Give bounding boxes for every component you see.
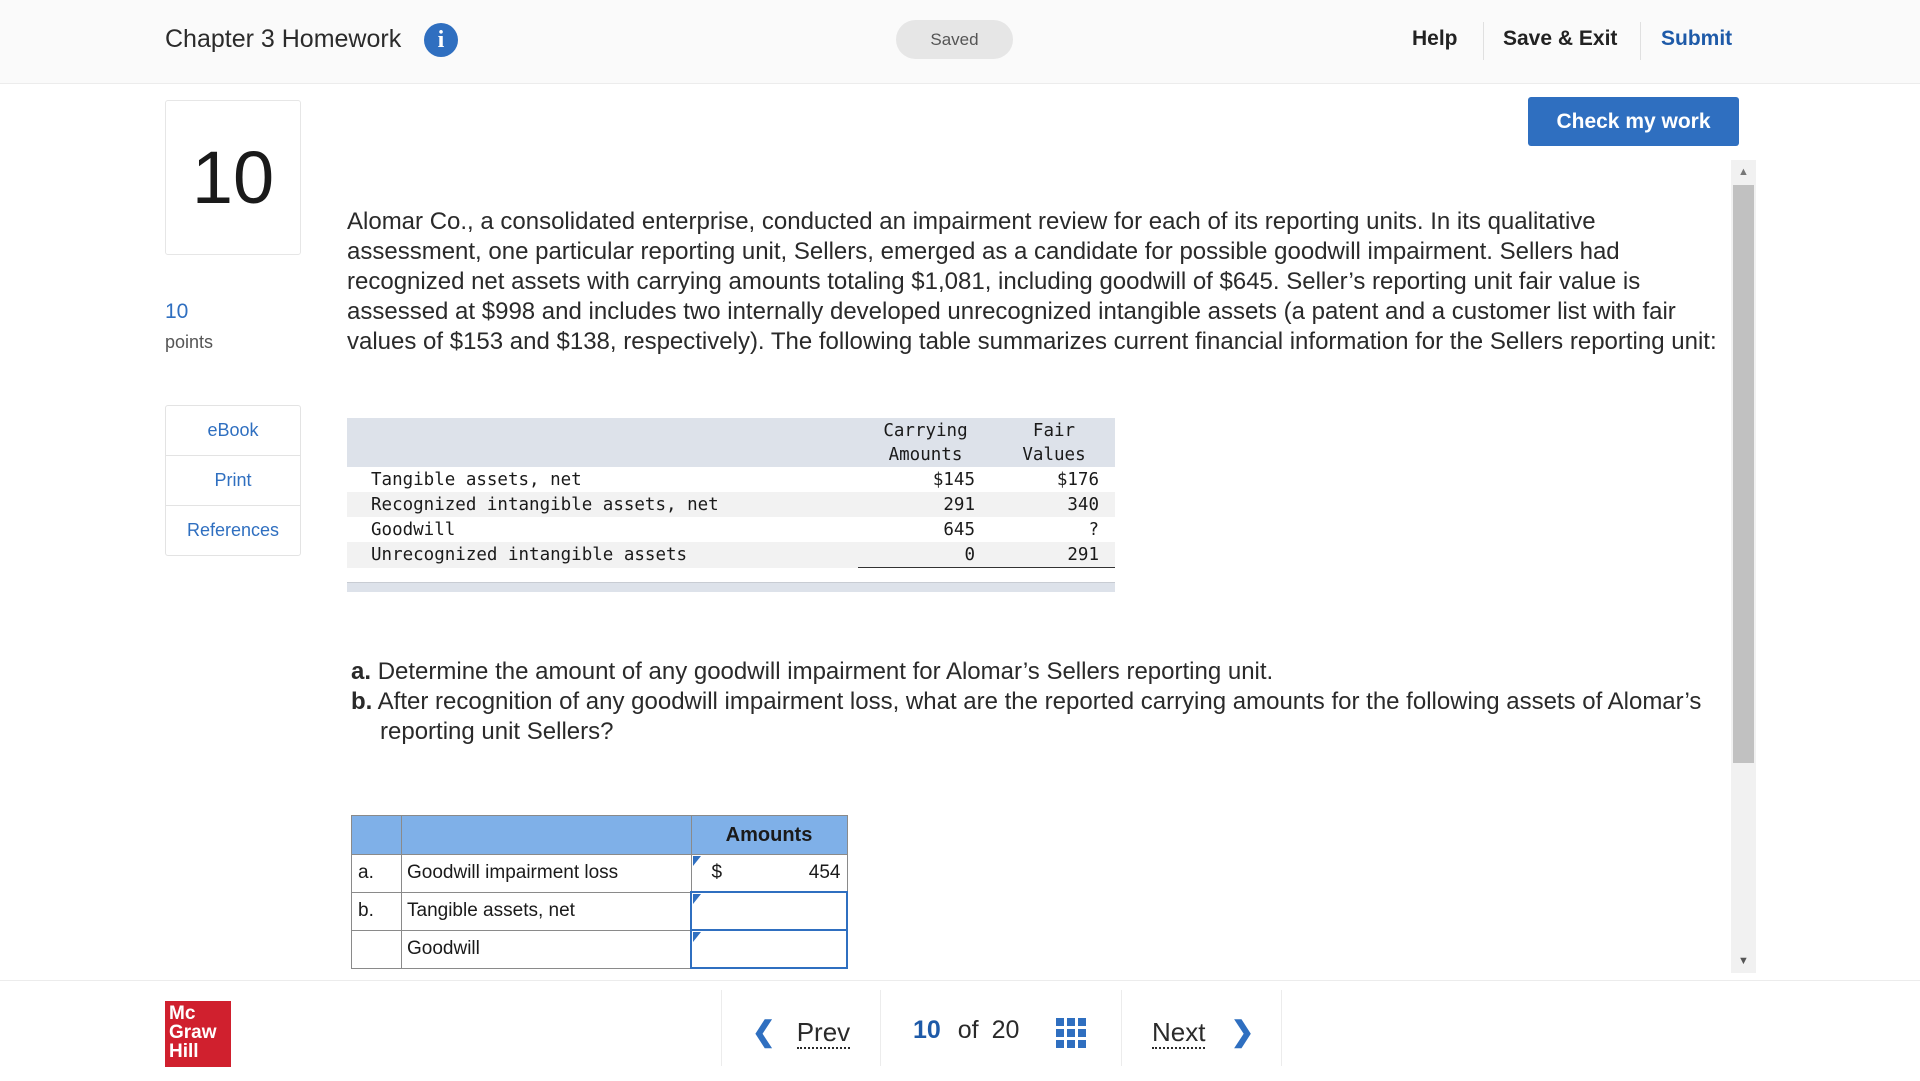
flag-icon <box>693 932 701 942</box>
print-link[interactable]: Print <box>166 456 300 506</box>
chevron-left-icon: ❮ <box>752 1016 776 1047</box>
top-header <box>0 0 1920 84</box>
fair-values-header: Fair Values <box>993 418 1115 467</box>
scrollbar-thumb[interactable] <box>1733 185 1754 763</box>
save-exit-link[interactable]: Save & Exit <box>1503 27 1618 50</box>
divider <box>880 990 881 1066</box>
answer-row: a. Goodwill impairment loss $ 454 <box>352 855 848 893</box>
divider <box>1483 22 1484 60</box>
question-text: Alomar Co., a consolidated enterprise, conducted an impairment review for each of its reporting units. In its qualitative assessment, one particular reporting unit, Sellers, emerged as a candidate for possible goodwill impairment. Sellers had recognized net assets with carrying amounts totaling $1,081, including goodwill of $645. Seller’s reporting unit fair value is assessed at $998 and includes two internally developed unrecognized intangible assets (a patent and a customer list with fair values of $153 and $138, respectively). The following table summarizes current financial information for the Sellers reporting unit: <box>347 208 1717 355</box>
answer-table <box>351 815 848 969</box>
question-parts <box>351 657 1721 747</box>
table-row: Recognized intangible assets, net 291 340 <box>347 492 1115 517</box>
saved-status-badge: Saved <box>896 20 1013 59</box>
scroll-up-arrow-icon[interactable]: ▲ <box>1738 166 1749 178</box>
part-a: a. Determine the amount of any goodwill impairment for Alomar’s Sellers reporting unit. <box>351 658 1274 685</box>
tangible-assets-input[interactable] <box>691 892 847 930</box>
financial-data-table <box>347 418 1115 568</box>
chevron-right-icon: ❯ <box>1230 1016 1255 1047</box>
ebook-link[interactable]: eBook <box>166 406 300 456</box>
prev-button[interactable]: ❮ Prev <box>752 1016 851 1047</box>
question-pager: 10 of 20 <box>913 1016 1020 1044</box>
table-row: Goodwill 645 ? <box>371 519 1099 540</box>
help-link[interactable]: Help <box>1412 27 1458 50</box>
table-header-row <box>347 418 1115 467</box>
info-icon[interactable]: i <box>424 23 458 57</box>
divider <box>721 990 722 1066</box>
goodwill-input[interactable] <box>691 930 847 968</box>
flag-icon <box>693 856 701 866</box>
references-link[interactable]: References <box>186 520 280 540</box>
question-number: 10 <box>165 100 301 255</box>
assignment-title: Chapter 3 Homework <box>165 25 402 53</box>
tools-panel <box>165 405 301 556</box>
carrying-amounts-header: Carrying Amounts <box>858 418 993 467</box>
check-my-work-button[interactable]: Check my work <box>1528 97 1739 146</box>
scroll-down-arrow-icon[interactable]: ▼ <box>1738 955 1749 967</box>
submit-link[interactable]: Submit <box>1661 27 1733 50</box>
answer-row: b. Tangible assets, net <box>352 892 848 930</box>
points-value: 10 <box>165 300 189 323</box>
mcgraw-hill-logo: Mc Graw Hill <box>165 1001 231 1067</box>
divider <box>1281 990 1282 1066</box>
flag-icon <box>693 894 701 904</box>
table-row: Unrecognized intangible assets 0 291 <box>347 542 1115 568</box>
question-grid-icon[interactable] <box>1056 1018 1086 1048</box>
table-row: Tangible assets, net $145 $176 <box>371 469 1099 490</box>
goodwill-impairment-input[interactable]: $ 454 <box>691 855 847 893</box>
amounts-header: Amounts <box>691 816 847 855</box>
answer-row: Goodwill <box>352 930 848 968</box>
next-button[interactable]: Next ❯ <box>1152 1016 1255 1047</box>
divider <box>1640 22 1641 60</box>
table-footer-bar <box>347 582 1115 592</box>
answer-header-row <box>352 816 848 855</box>
divider <box>1121 990 1122 1066</box>
points-label: points <box>165 332 214 352</box>
part-b: b. After recognition of any goodwill impairment loss, what are the reported carrying amounts for the following assets of Alomar’s reporting unit Sellers? <box>351 688 1702 745</box>
